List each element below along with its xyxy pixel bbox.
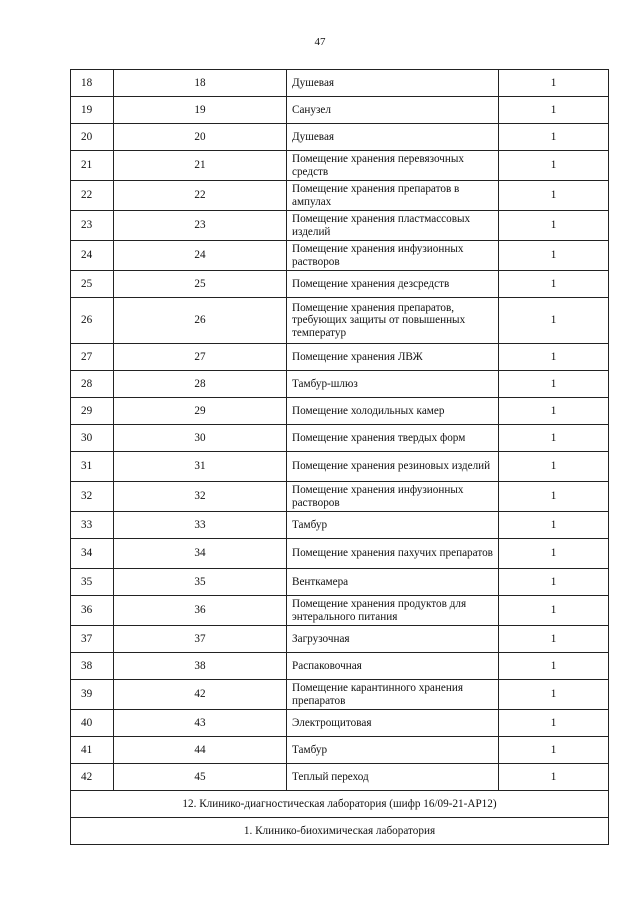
- room-number-cell: 36: [114, 596, 287, 626]
- table-row: [71, 211, 609, 241]
- table-row: [71, 596, 609, 626]
- row-index-cell: 33: [71, 512, 114, 539]
- row-index-cell: 40: [71, 710, 114, 737]
- row-index-cell: 35: [71, 569, 114, 596]
- row-index-cell: 42: [71, 764, 114, 791]
- section-heading: 12. Клинико-диагностическая лаборатория (шифр 16/09-21-АР12): [71, 791, 609, 818]
- room-name-cell: Тамбур: [287, 737, 499, 764]
- row-index-cell: 24: [71, 241, 114, 271]
- room-number-cell: 43: [114, 710, 287, 737]
- room-name-cell: Помещение хранения твердых форм: [287, 425, 499, 452]
- room-name-cell: Помещение хранения перевязочных средств: [287, 151, 499, 181]
- quantity-cell: 1: [499, 512, 609, 539]
- row-index-cell: 38: [71, 653, 114, 680]
- room-number-cell: 29: [114, 398, 287, 425]
- row-index-cell: 23: [71, 211, 114, 241]
- quantity-cell: 1: [499, 425, 609, 452]
- row-index-cell: 19: [71, 97, 114, 124]
- quantity-cell: 1: [499, 151, 609, 181]
- room-number-cell: 30: [114, 425, 287, 452]
- room-name-cell: Теплый переход: [287, 764, 499, 791]
- table-row: [71, 298, 609, 344]
- section-heading-row: [71, 791, 609, 818]
- quantity-cell: 1: [499, 596, 609, 626]
- room-name-cell: Тамбур-шлюз: [287, 371, 499, 398]
- room-number-cell: 37: [114, 626, 287, 653]
- quantity-cell: 1: [499, 124, 609, 151]
- quantity-cell: 1: [499, 211, 609, 241]
- room-number-cell: 19: [114, 97, 287, 124]
- room-number-cell: 26: [114, 298, 287, 344]
- room-number-cell: 35: [114, 569, 287, 596]
- table-row: [71, 371, 609, 398]
- page-number: 47: [314, 36, 326, 48]
- room-number-cell: 45: [114, 764, 287, 791]
- room-number-cell: 44: [114, 737, 287, 764]
- row-index-cell: 31: [71, 452, 114, 482]
- table-row: [71, 569, 609, 596]
- row-index-cell: 32: [71, 482, 114, 512]
- room-number-cell: 28: [114, 371, 287, 398]
- table-row: [71, 151, 609, 181]
- quantity-cell: 1: [499, 344, 609, 371]
- table-row: [71, 737, 609, 764]
- room-number-cell: 38: [114, 653, 287, 680]
- room-number-cell: 24: [114, 241, 287, 271]
- table-row: [71, 271, 609, 298]
- table-row: [71, 97, 609, 124]
- room-name-cell: Помещение хранения инфузионных растворов: [287, 241, 499, 271]
- room-name-cell: Душевая: [287, 70, 499, 97]
- table-row: [71, 124, 609, 151]
- table-row: [71, 425, 609, 452]
- quantity-cell: 1: [499, 626, 609, 653]
- room-name-cell: Помещение хранения препаратов в ампулах: [287, 181, 499, 211]
- row-index-cell: 30: [71, 425, 114, 452]
- room-name-cell: Помещение хранения пахучих препаратов: [287, 539, 499, 569]
- room-number-cell: 23: [114, 211, 287, 241]
- quantity-cell: 1: [499, 298, 609, 344]
- room-name-cell: Помещение хранения резиновых изделий: [287, 452, 499, 482]
- table-row: [71, 398, 609, 425]
- room-name-cell: Санузел: [287, 97, 499, 124]
- room-number-cell: 33: [114, 512, 287, 539]
- table-row: [71, 764, 609, 791]
- room-name-cell: Электрощитовая: [287, 710, 499, 737]
- quantity-cell: 1: [499, 241, 609, 271]
- quantity-cell: 1: [499, 710, 609, 737]
- row-index-cell: 28: [71, 371, 114, 398]
- row-index-cell: 25: [71, 271, 114, 298]
- row-index-cell: 29: [71, 398, 114, 425]
- table-row: [71, 653, 609, 680]
- table-row: [71, 344, 609, 371]
- room-name-cell: Душевая: [287, 124, 499, 151]
- room-number-cell: 18: [114, 70, 287, 97]
- quantity-cell: 1: [499, 569, 609, 596]
- row-index-cell: 37: [71, 626, 114, 653]
- room-number-cell: 27: [114, 344, 287, 371]
- room-number-cell: 25: [114, 271, 287, 298]
- quantity-cell: 1: [499, 482, 609, 512]
- quantity-cell: 1: [499, 181, 609, 211]
- row-index-cell: 39: [71, 680, 114, 710]
- quantity-cell: 1: [499, 70, 609, 97]
- room-name-cell: Помещение хранения инфузионных растворов: [287, 482, 499, 512]
- table-row: [71, 626, 609, 653]
- room-number-cell: 22: [114, 181, 287, 211]
- table-row: [71, 539, 609, 569]
- rooms-table-body: [71, 70, 609, 845]
- row-index-cell: 26: [71, 298, 114, 344]
- quantity-cell: 1: [499, 653, 609, 680]
- quantity-cell: 1: [499, 97, 609, 124]
- room-name-cell: Венткамера: [287, 569, 499, 596]
- row-index-cell: 34: [71, 539, 114, 569]
- room-number-cell: 21: [114, 151, 287, 181]
- table-row: [71, 70, 609, 97]
- quantity-cell: 1: [499, 398, 609, 425]
- quantity-cell: 1: [499, 452, 609, 482]
- table-row: [71, 181, 609, 211]
- room-number-cell: 34: [114, 539, 287, 569]
- table-row: [71, 710, 609, 737]
- room-name-cell: Распаковочная: [287, 653, 499, 680]
- quantity-cell: 1: [499, 737, 609, 764]
- room-name-cell: Тамбур: [287, 512, 499, 539]
- quantity-cell: 1: [499, 764, 609, 791]
- room-number-cell: 32: [114, 482, 287, 512]
- quantity-cell: 1: [499, 371, 609, 398]
- row-index-cell: 20: [71, 124, 114, 151]
- quantity-cell: 1: [499, 271, 609, 298]
- row-index-cell: 22: [71, 181, 114, 211]
- room-name-cell: Помещение хранения ЛВЖ: [287, 344, 499, 371]
- table-row: [71, 241, 609, 271]
- room-name-cell: Помещение холодильных камер: [287, 398, 499, 425]
- quantity-cell: 1: [499, 539, 609, 569]
- table-row: [71, 680, 609, 710]
- rooms-table: [70, 69, 609, 845]
- subsection-heading: 1. Клинико-биохимическая лаборатория: [71, 818, 609, 845]
- room-name-cell: Помещение хранения препаратов, требующих защиты от повышенных температур: [287, 298, 499, 344]
- room-number-cell: 20: [114, 124, 287, 151]
- subsection-heading-row: [71, 818, 609, 845]
- row-index-cell: 21: [71, 151, 114, 181]
- table-row: [71, 482, 609, 512]
- row-index-cell: 27: [71, 344, 114, 371]
- room-number-cell: 31: [114, 452, 287, 482]
- room-number-cell: 42: [114, 680, 287, 710]
- table-row: [71, 512, 609, 539]
- row-index-cell: 18: [71, 70, 114, 97]
- room-name-cell: Помещение хранения дезсредств: [287, 271, 499, 298]
- table-row: [71, 452, 609, 482]
- row-index-cell: 36: [71, 596, 114, 626]
- room-name-cell: Помещение хранения пластмассовых изделий: [287, 211, 499, 241]
- quantity-cell: 1: [499, 680, 609, 710]
- room-name-cell: Загрузочная: [287, 626, 499, 653]
- row-index-cell: 41: [71, 737, 114, 764]
- room-name-cell: Помещение хранения продуктов для энтерального питания: [287, 596, 499, 626]
- room-name-cell: Помещение карантинного хранения препаратов: [287, 680, 499, 710]
